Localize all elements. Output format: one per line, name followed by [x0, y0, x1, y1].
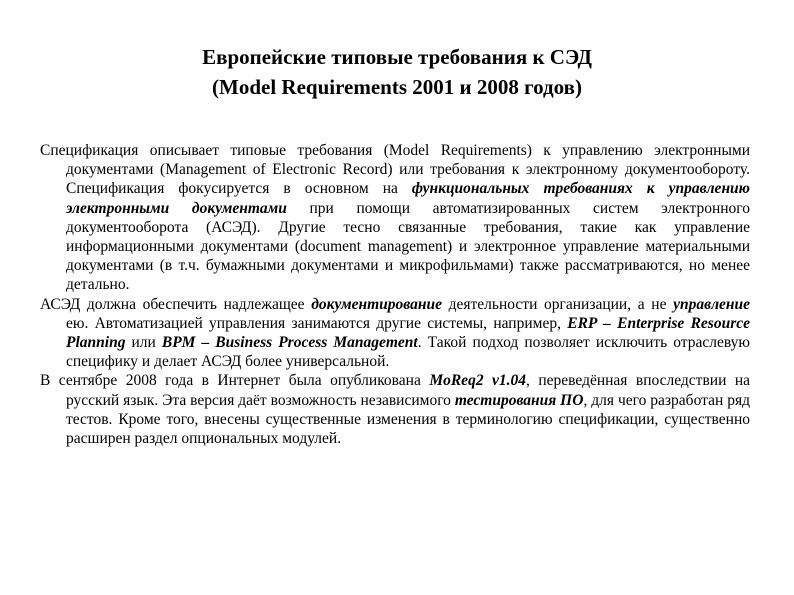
text-run: , для чего разработан ряд тестов. Кроме того, внесены существенные изменения в терминологию спецификации, существенно расширен раздел опциональных модулей. [66, 391, 750, 448]
paragraph-spec [40, 141, 750, 295]
emphasis-run: документирование [311, 295, 442, 313]
text-run: . Такой подход позволяет исключить отраслевую специфику и делает АСЭД более универсальной. [66, 334, 751, 371]
paragraph-ased [40, 295, 750, 372]
text-run: АСЭД должна обеспечить надлежащее [40, 295, 312, 313]
text-run: деятельности организации, а не [441, 295, 674, 313]
slide-title [0, 42, 794, 102]
paragraph-moreq2 [40, 371, 750, 448]
emphasis-run: функциональных требованиях к управлению электронными документами [66, 180, 750, 217]
text-run: при помощи автоматизированных систем электронного документооборота (АСЭД). Другие тесно связанные требования, такие как управление информационными документами (document management) и электронное управление материальными документами (в т.ч. бумажными документами и микрофильмами) также рассматриваются, но менее детально. [66, 199, 751, 294]
slide-body [40, 141, 750, 448]
text-run: или [125, 334, 162, 352]
text-run: ею. Автоматизацией управления занимаются другие системы, например, [66, 314, 568, 332]
emphasis-run: тестирования ПО [454, 391, 584, 409]
emphasis-run: ERP – Enterprise Resource Planning [66, 314, 750, 352]
title-line-1: Европейские типовые требования к СЭД [202, 45, 592, 69]
title-line-2: (Model Requirements 2001 и 2008 годов) [212, 75, 582, 99]
text-run: Спецификация описывает типовые требования (Model Requirements) к управлению электронными документами (Management of Electronic Record) или требования к электронному документообороту. Спецификация фокусируется в основном на [40, 142, 750, 198]
emphasis-run: MoReq2 v1.04 [429, 372, 527, 390]
text-run: В сентябре 2008 года в Интернет была опубликована [40, 372, 430, 390]
emphasis-run: BPM – Business Process Management [161, 334, 418, 352]
text-run: , переведённая впоследствии на русский язык. Эта версия даёт возможность независимого [66, 372, 750, 409]
emphasis-run: управление [673, 295, 751, 313]
